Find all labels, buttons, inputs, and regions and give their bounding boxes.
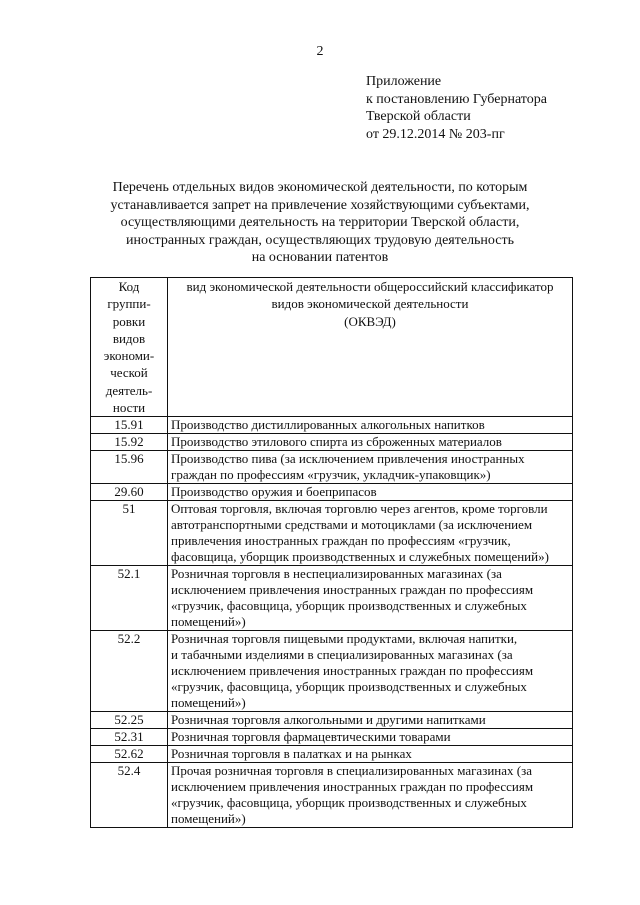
activity-description <box>168 434 573 451</box>
activity-code: 52.62 <box>91 746 168 763</box>
activity-code: 52.2 <box>91 631 168 712</box>
activity-description <box>168 746 573 763</box>
activity-code: 29.60 <box>91 484 168 501</box>
description-line: фасовщица, уборщик производственных и служебных помещений») <box>171 549 549 565</box>
description-line: Розничная торговля пищевыми продуктами, включая напитки, <box>171 631 518 647</box>
activity-description <box>168 566 573 631</box>
header-line: видов <box>112 330 146 346</box>
activity-code: 15.92 <box>91 434 168 451</box>
description-line: «грузчик, фасовщица, уборщик производственных и служебных <box>171 598 527 614</box>
header-line: ровки <box>112 313 146 329</box>
description-line: помещений») <box>171 811 246 827</box>
description-line: автотранспортными средствами и мотоциклами (за исключением <box>171 517 533 533</box>
header-line: группи- <box>107 296 151 312</box>
description-line: Производство оружия и боеприпасов <box>171 484 377 500</box>
page-number: 2 <box>316 44 324 59</box>
appendix-line: Тверской области <box>366 109 471 124</box>
header-line: экономи- <box>103 348 155 364</box>
title-line: устанавливается запрет на привлечение хозяйствующими субъектами, <box>110 197 530 213</box>
header-line: видов экономической деятельности <box>271 296 469 312</box>
activity-code: 51 <box>91 501 168 566</box>
appendix-line: к постановлению Губернатора <box>366 91 547 107</box>
table-row <box>91 712 573 729</box>
description-line: «грузчик, фасовщица, уборщик производственных и служебных <box>171 679 527 695</box>
header-line: (ОКВЭД) <box>344 313 396 329</box>
title-line: иностранных граждан, осуществляющих трудовую деятельность <box>125 232 514 248</box>
title-line: на основании патентов <box>251 250 389 265</box>
description-line: Розничная торговля в палатках и на рынках <box>171 746 412 762</box>
header-line: ческой <box>110 365 148 381</box>
description-line: помещений») <box>171 695 246 711</box>
table-header-row <box>91 278 573 417</box>
description-line: Производство этилового спирта из сброженных материалов <box>171 434 502 450</box>
description-line: и табачными изделиями в специализированных магазинах (за <box>171 647 513 663</box>
table-row <box>91 746 573 763</box>
table-row <box>91 501 573 566</box>
activity-code: 15.91 <box>91 417 168 434</box>
description-line: Оптовая торговля, включая торговлю через агентов, кроме торговли <box>171 501 548 517</box>
description-column-header <box>168 278 573 417</box>
description-line: помещений») <box>171 614 246 630</box>
activity-description <box>168 712 573 729</box>
description-line: исключением привлечения иностранных граждан по профессиям <box>171 779 534 795</box>
header-line: ности <box>112 400 146 416</box>
activity-description <box>168 729 573 746</box>
title-line: Перечень отдельных видов экономической деятельности, по которым <box>112 180 528 195</box>
appendix-line: Приложение <box>366 74 442 89</box>
document-title <box>90 179 550 267</box>
description-line: Прочая розничная торговля в специализированных магазинах (за <box>171 763 533 779</box>
activity-description <box>168 763 573 828</box>
description-line: исключением привлечения иностранных граждан по профессиям <box>171 582 534 598</box>
activity-code: 52.4 <box>91 763 168 828</box>
description-line: «грузчик, фасовщица, уборщик производственных и служебных <box>171 795 527 811</box>
table-row <box>91 631 573 712</box>
table-body <box>91 417 573 828</box>
appendix-line: от 29.12.2014 № 203-пг <box>366 126 505 142</box>
table-row <box>91 763 573 828</box>
description-line: Производство пива (за исключением привлечения иностранных <box>171 451 525 467</box>
table-row <box>91 566 573 631</box>
header-line: Код <box>118 279 140 294</box>
activity-code: 15.96 <box>91 451 168 484</box>
activity-code: 52.25 <box>91 712 168 729</box>
description-line: Розничная торговля алкогольными и другими напитками <box>171 712 486 728</box>
activity-description <box>168 484 573 501</box>
table-row <box>91 434 573 451</box>
table-row <box>91 484 573 501</box>
table-row <box>91 729 573 746</box>
activity-description <box>168 451 573 484</box>
description-line: Розничная торговля фармацевтическими товарами <box>171 729 451 745</box>
code-column-header <box>91 278 168 417</box>
title-line: осуществляющими деятельность на территории Тверской области, <box>120 215 520 230</box>
header-line: деятель- <box>105 382 153 398</box>
activity-description <box>168 631 573 712</box>
activity-description <box>168 417 573 434</box>
activity-description <box>168 501 573 566</box>
description-line: Производство дистиллированных алкогольных напитков <box>171 417 485 433</box>
appendix-block <box>366 73 547 143</box>
activity-code: 52.1 <box>91 566 168 631</box>
table-row <box>91 417 573 434</box>
description-line: исключением привлечения иностранных граждан по профессиям <box>171 663 534 679</box>
activity-table <box>90 277 573 828</box>
description-line: привлечения иностранных граждан по профессиям «грузчик, <box>171 533 511 549</box>
activity-code: 52.31 <box>91 729 168 746</box>
description-line: Розничная торговля в неспециализированных магазинах (за <box>171 566 502 582</box>
description-line: граждан по профессиям «грузчик, укладчик-упаковщик») <box>171 467 491 483</box>
table-row <box>91 451 573 484</box>
header-line: вид экономической деятельности общероссийский классификатор <box>186 279 554 294</box>
